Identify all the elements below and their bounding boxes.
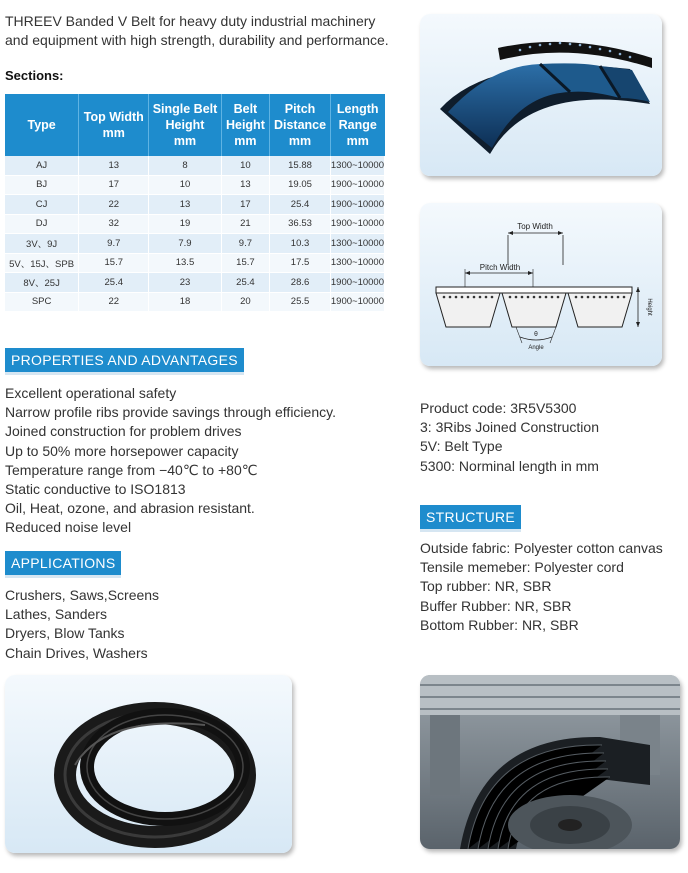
list-item: 5V: Belt Type [420,438,503,455]
belt-profile-illustration [420,203,662,366]
intro-line-2: and equipment with high strength, durability and performance. [5,32,389,48]
sections-table [5,94,385,312]
properties-heading: PROPERTIES AND ADVANTAGES [5,348,244,375]
list-item: Joined construction for problem drives [5,423,242,440]
list-item: 3: 3Ribs Joined Construction [420,419,599,436]
angle-label: Angle [528,345,544,351]
table-row: DJ 32 19 21 36.53 1900~10000 [5,214,385,234]
list-item: Excellent operational safety [5,385,177,401]
machinery-photo [420,675,680,849]
table-row: AJ 13 8 10 15.88 1300~10000 [5,156,385,175]
list-item: 5300: Norminal length in mm [420,457,599,474]
list-item: Buffer Rubber: NR, SBR [420,597,572,614]
structure-list [420,539,663,635]
list-item: Bottom Rubber: NR, SBR [420,616,579,633]
top-width-label: Top Width [517,222,553,231]
belt-loop-photo [5,675,292,853]
list-item: Chain Drives, Washers [5,644,148,661]
sections-label: Sections: [5,68,64,83]
list-item: Narrow profile ribs provide savings through efficiency. [5,404,336,421]
table-row: CJ 22 13 17 25.4 1900~10000 [5,195,385,215]
properties-list [5,384,336,538]
banded-belt-photo [420,14,662,176]
header-belt-height: Belt Height mm [221,94,270,156]
list-item: Tensile memeber: Polyester cord [420,559,624,576]
header-length-range: Length Range mm [330,94,384,156]
list-item: Temperature range from −40℃ to +80℃ [5,461,258,478]
structure-heading: STRUCTURE [420,505,521,532]
list-item: Static conductive to ISO1813 [5,481,186,498]
list-item: Crushers, Saws,Screens [5,587,160,603]
list-item: Product code: 3R5V5300 [420,400,577,416]
angle-symbol: θ [534,331,538,338]
pitch-width-label: Pitch Width [479,263,521,272]
header-top-width: Top Width mm [79,94,149,156]
table-row: SPC 22 18 20 25.5 1900~10000 [5,292,385,312]
machinery-illustration [420,675,680,849]
intro-text [5,12,400,50]
intro-line-1: THREEV Banded V Belt for heavy duty industrial machinery [5,13,376,29]
list-item: Outside fabric: Polyester cotton canvas [420,540,663,556]
applications-list [5,586,159,663]
belt-loop-illustration [5,675,292,853]
header-type: Type [5,94,79,156]
height-label: Height [646,298,652,316]
list-item: Lathes, Sanders [5,606,107,623]
product-code-list [420,399,599,476]
applications-heading: APPLICATIONS [5,551,121,578]
list-item: Oil, Heat, ozone, and abrasion resistant. [5,500,255,517]
table-row: 8V、25J 25.4 23 25.4 28.6 1900~10000 [5,273,385,293]
list-item: Dryers, Blow Tanks [5,625,125,642]
header-pitch-distance: Pitch Distance mm [270,94,331,156]
banded-belt-illustration [420,14,662,176]
table-row: 5V、15J、SPB 15.7 13.5 15.7 17.5 1300~10000 [5,253,385,273]
table-header-row [5,94,385,156]
cross-section-diagram [420,203,662,366]
list-item: Up to 50% more horsepower capacity [5,442,239,459]
table-row: 3V、9J 9.7 7.9 9.7 10.3 1300~10000 [5,234,385,254]
list-item: Reduced noise level [5,519,132,536]
table-row: BJ 17 10 13 19.05 1900~10000 [5,175,385,195]
list-item: Top rubber: NR, SBR [420,578,552,595]
header-single-belt-height: Single Belt Height mm [149,94,221,156]
